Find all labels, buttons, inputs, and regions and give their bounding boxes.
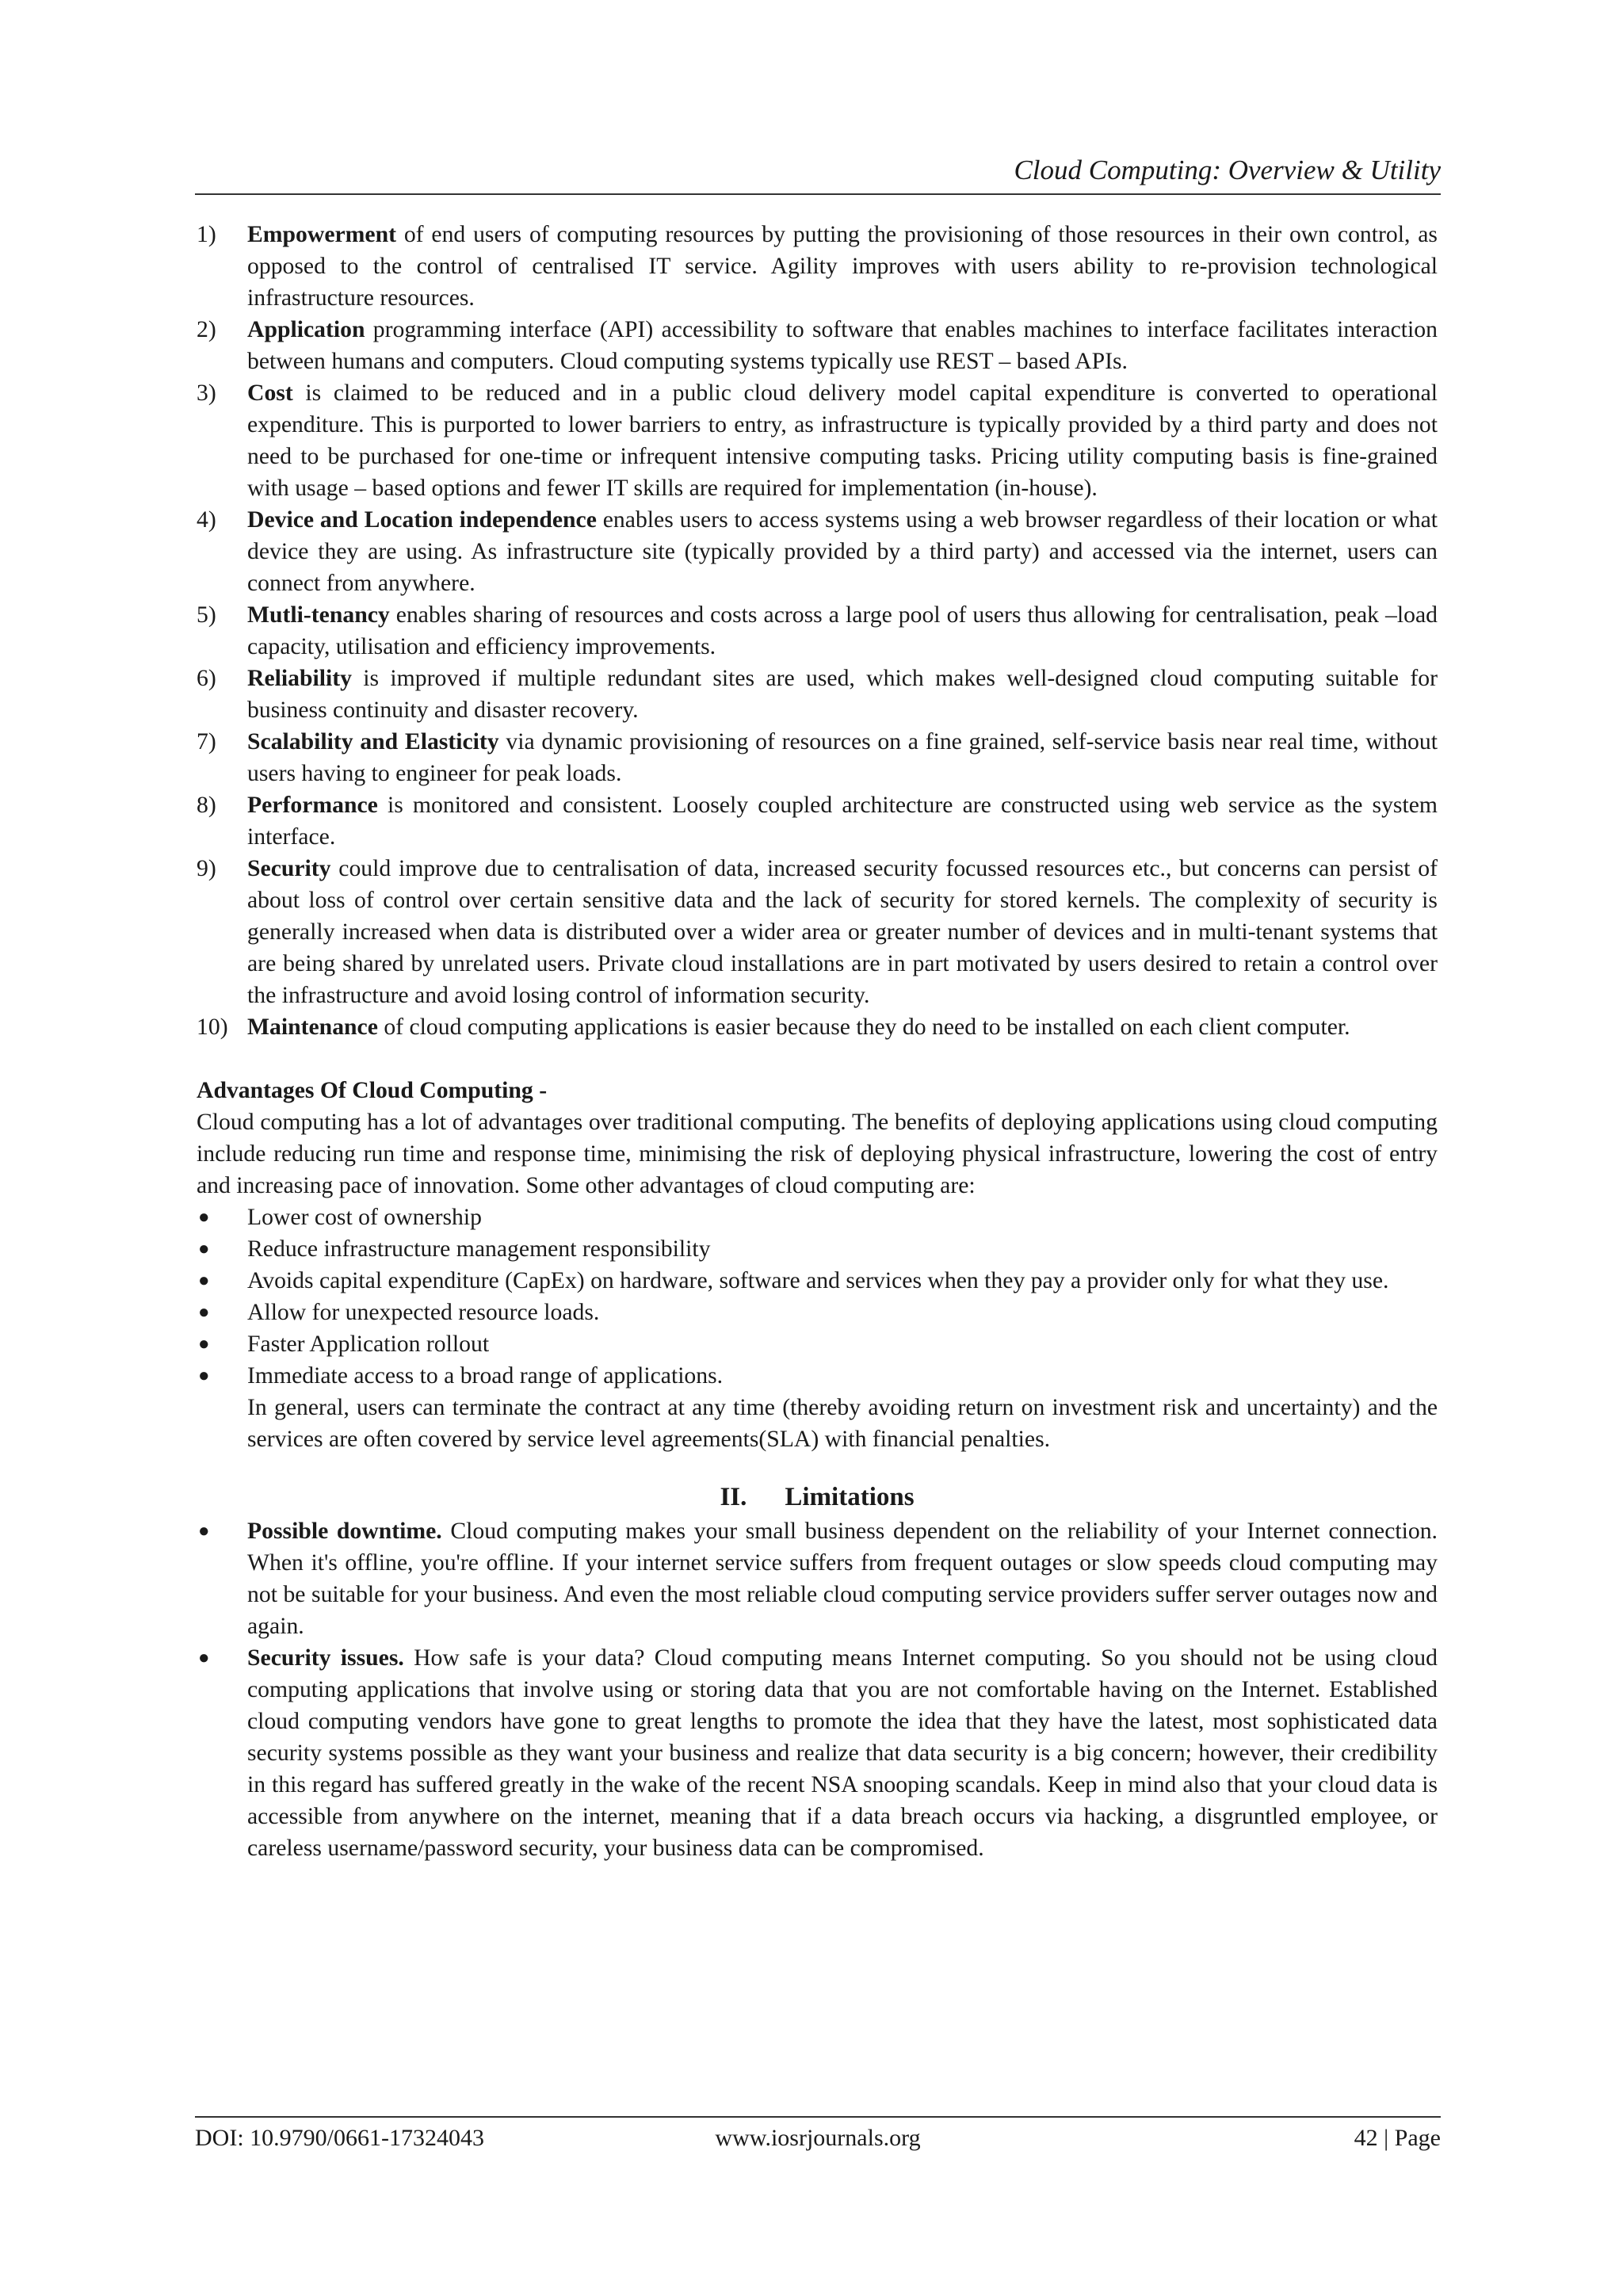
item-term: Scalability and Elasticity bbox=[247, 729, 499, 755]
page-number: 42 | Page bbox=[1354, 2125, 1441, 2151]
item-number: 6) bbox=[197, 666, 216, 691]
bullet-icon: ● bbox=[198, 1521, 210, 1541]
item-text: Immediate access to a broad range of applications. bbox=[247, 1363, 724, 1389]
list-item bbox=[197, 219, 1438, 314]
item-number: 2) bbox=[197, 317, 216, 342]
bullet-icon: ● bbox=[198, 1207, 210, 1228]
list-item bbox=[197, 504, 1438, 599]
list-item bbox=[197, 1515, 1438, 1642]
list-item bbox=[197, 1642, 1438, 1864]
section-title-text: Limitations bbox=[785, 1483, 915, 1511]
item-term: Cost bbox=[247, 380, 293, 406]
item-term: Reliability bbox=[247, 666, 352, 691]
item-text: programming interface (API) accessibility to software that enables machines to interface facilitates interaction between humans and computers. Cloud computing systems typically use REST – based APIs. bbox=[247, 317, 1438, 374]
item-text: could improve due to centralisation of data, increased security focussed resources etc., but concerns can persist of about loss of control over certain sensitive data and the lack of security for stored kernels. The complexity of security is generally increased when data is distributed over a wider area or greater number of devices and in multi-tenant systems that are being shared by unrelated users. Private cloud installations are in part motivated by users desired to retain a control over the infrastructure and avoid losing control of information security. bbox=[247, 856, 1438, 1008]
doi-text: DOI: 10.9790/0661-17324043 bbox=[195, 2125, 484, 2151]
list-item bbox=[197, 789, 1438, 853]
journal-website: www.iosrjournals.org bbox=[715, 2125, 921, 2151]
item-number: 9) bbox=[197, 856, 216, 881]
list-item bbox=[197, 377, 1438, 504]
characteristics-list bbox=[197, 219, 1438, 1043]
item-text: Faster Application rollout bbox=[247, 1331, 490, 1357]
list-item bbox=[197, 1297, 1438, 1328]
list-item bbox=[197, 1265, 1438, 1297]
item-text: is monitored and consistent. Loosely coupled architecture are constructed using web service as the system interface. bbox=[247, 793, 1438, 850]
item-text: of end users of computing resources by putting the provisioning of those resources in their own control, as opposed to the control of centralised IT service. Agility improves with users ability to re-provision technological infrastructure resources. bbox=[247, 222, 1438, 311]
item-number: 5) bbox=[197, 602, 216, 628]
item-text: Cloud computing makes your small business dependent on the reliability of your Internet connection. When it's offline, you're offline. If your internet service suffers from frequent outages or slow speeds cloud computing may not be suitable for your business. And even the most reliable cloud computing service providers suffer server outages now and again. bbox=[247, 1519, 1438, 1639]
item-text: enables sharing of resources and costs across a large pool of users thus allowing for centralisation, peak –load capacity, utilisation and efficiency improvements. bbox=[247, 602, 1438, 659]
item-number: 1) bbox=[197, 222, 216, 247]
item-text: is improved if multiple redundant sites are used, which makes well-designed cloud computing suitable for business continuity and disaster recovery. bbox=[247, 666, 1438, 723]
header-rule bbox=[195, 193, 1441, 195]
item-number: 4) bbox=[197, 507, 216, 533]
item-term: Performance bbox=[247, 793, 378, 818]
item-text: enables users to access systems using a web browser regardless of their location or what device they are using. As infrastructure site (typically provided by a third party) and accessed via the internet, users can connect from anywhere. bbox=[247, 507, 1438, 596]
item-number: 10) bbox=[197, 1014, 228, 1040]
list-item bbox=[197, 1011, 1438, 1043]
list-item bbox=[197, 663, 1438, 726]
body-content bbox=[197, 219, 1438, 1864]
bullet-icon: ● bbox=[198, 1334, 210, 1354]
section-number: II. bbox=[720, 1483, 747, 1511]
list-item bbox=[197, 1360, 1438, 1392]
item-term: Application bbox=[247, 317, 365, 342]
section-title bbox=[197, 1480, 1438, 1514]
item-text: via dynamic provisioning of resources on a fine grained, self-service basis near real time, without users having to engineer for peak loads. bbox=[247, 729, 1438, 786]
advantages-list bbox=[197, 1201, 1438, 1392]
list-item bbox=[197, 1328, 1438, 1360]
item-term: Device and Location independence bbox=[247, 507, 597, 533]
item-term: Mutli-tenancy bbox=[247, 602, 390, 628]
list-item bbox=[197, 1233, 1438, 1265]
advantages-closing: In general, users can terminate the contract at any time (thereby avoiding return on investment risk and uncertainty) and the services are often covered by service level agreements(SLA) with financial penalties. bbox=[247, 1395, 1438, 1452]
bullet-icon: ● bbox=[198, 1239, 210, 1259]
item-number: 8) bbox=[197, 793, 216, 818]
page-footer bbox=[195, 2121, 1441, 2156]
list-item bbox=[197, 599, 1438, 663]
footer-rule bbox=[195, 2116, 1441, 2118]
bullet-icon: ● bbox=[198, 1270, 210, 1291]
item-text: Reduce infrastructure management responsibility bbox=[247, 1236, 711, 1262]
list-item bbox=[197, 726, 1438, 789]
item-text: Allow for unexpected resource loads. bbox=[247, 1300, 600, 1325]
limitations-list bbox=[197, 1515, 1438, 1864]
list-item bbox=[197, 853, 1438, 1011]
item-text: Lower cost of ownership bbox=[247, 1205, 482, 1230]
item-number: 7) bbox=[197, 729, 216, 755]
item-term: Maintenance bbox=[247, 1014, 378, 1040]
bullet-icon: ● bbox=[198, 1302, 210, 1323]
item-term: Security bbox=[247, 856, 331, 881]
item-text: How safe is your data? Cloud computing means Internet computing. So you should not be using cloud computing applications that involve using or storing data that you are not comfortable having on the Internet. Established cloud computing vendors have gone to great lengths to promote the idea that they have the latest, most sophisticated data security systems possible as they want your business and realize that data security is a big concern; however, their credibility in this regard has suffered greatly in the wake of the recent NSA snooping scandals. Keep in mind also that your cloud data is accessible from anywhere on the internet, meaning that if a data breach occurs via hacking, a disgruntled employee, or careless username/password security, your business data can be compromised. bbox=[247, 1645, 1438, 1861]
list-item bbox=[197, 314, 1438, 377]
advantages-intro: Cloud computing has a lot of advantages over traditional computing. The benefits of deploying applications using cloud computing include reducing run time and response time, minimising the risk of deploying physical infrastructure, lowering the cost of entry and increasing pace of innovation. Some other advantages of cloud computing are: bbox=[197, 1110, 1438, 1198]
running-header: Cloud Computing: Overview & Utility bbox=[1014, 155, 1441, 185]
item-term: Empowerment bbox=[247, 222, 396, 247]
bullet-icon: ● bbox=[198, 1648, 210, 1668]
item-term: Possible downtime. bbox=[247, 1519, 442, 1544]
bullet-icon: ● bbox=[198, 1366, 210, 1386]
item-text: of cloud computing applications is easier because they do need to be installed on each client computer. bbox=[377, 1014, 1350, 1040]
advantages-heading: Advantages Of Cloud Computing - bbox=[197, 1078, 548, 1103]
item-term: Security issues. bbox=[247, 1645, 404, 1671]
list-item bbox=[197, 1201, 1438, 1233]
item-text: Avoids capital expenditure (CapEx) on hardware, software and services when they pay a provider only for what they use. bbox=[247, 1268, 1389, 1293]
item-number: 3) bbox=[197, 380, 216, 406]
item-text: is claimed to be reduced and in a public cloud delivery model capital expenditure is converted to operational expenditure. This is purported to lower barriers to entry, as infrastructure is typically provided by a third party and does not need to be purchased for one-time or infrequent intensive computing tasks. Pricing utility computing basis is fine-grained with usage – based options and fewer IT skills are required for implementation (in-house). bbox=[247, 380, 1438, 501]
